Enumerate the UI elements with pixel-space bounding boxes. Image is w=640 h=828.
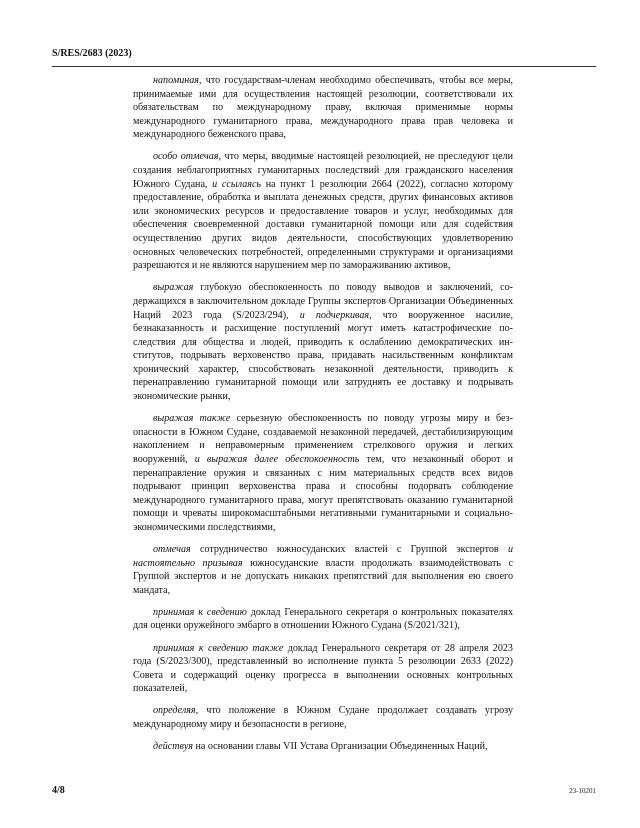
operative-keyword: действуя — [153, 741, 193, 753]
operative-keyword: и подчеркивая — [299, 309, 370, 321]
paragraph-text: серьезную обеспокоенность по поводу угрозы миру и безопасности в Южном Судане, создаваемой незаконной передачей, дестабилизирующим накоплением и неправомерным применением стрелкового оружия и легких вооружений, — [133, 413, 513, 465]
operative-keyword: напоминая — [153, 75, 199, 86]
header-divider — [52, 66, 596, 67]
paragraph-text: тем, что незаконный оборот и перенаправление оружия и связанных с ним материальных средств всех видов подрывают принцип верховенства права и способны подорвать соблюдение международного гуманитарного права, могут препятствовать оказанию гуманитарной помощи и чреваты широкомасштабными негативными гуманитарными и социально-экономическими последствиями, — [133, 453, 514, 533]
operative-keyword: и настоятельно призывая — [133, 544, 513, 569]
paragraph-text: , что государствам-членам необходимо обеспечивать, чтобы все меры, принимаемые ими для осуществления настоящей резолюции, соответствовали их обязательствам по международному праву, включая применимые нормы международного гуманитарного права, международного права прав человека и международного беженского права, — [133, 75, 513, 141]
paragraph-text: , что положение в Южном Судане продолжает создавать угрозу международному миру и безопасности в регионе, — [133, 705, 513, 731]
paragraph-text: на пункт 1 резолюции 2664 (2022), согласно которому предоставление, обработка и выплата денежных средств, других финансовых активов или экономических ресурсов и предоставление товаров и услуг, необходимых для обеспечения своевременной доставки гуманитарной помощи или для содействия осуществлению других видов деятельности, способствующих удовлетворению основных человеческих потребностей, определенными структурами и организациями разрешаются и не являются нарушением мер по замораживанию активов, — [133, 178, 513, 272]
preamble-paragraph — [133, 412, 513, 534]
preamble-paragraph — [133, 740, 513, 754]
document-symbol: S/RES/2683 (2023) — [52, 48, 132, 59]
paragraph-text: южносуданские власти продолжать взаимодействовать с Группой экспертов и не допускать никаких препятствий для выполнения ею своего мандата, — [133, 557, 513, 596]
preamble-paragraph — [133, 642, 513, 696]
operative-keyword: выражая также — [153, 413, 231, 425]
preamble-paragraph — [133, 74, 513, 142]
paragraph-text: , что меры, вводимые настоящей резолюцией, не преследуют цели создания неблагоприятных гуманитарных последствий для гражданского населения Южного Судана, — [133, 151, 513, 190]
resolution-preamble — [133, 74, 513, 762]
preamble-paragraph — [133, 543, 513, 597]
paragraph-text: доклад Генерального секретаря от 28 апреля 2023 года (S/2023/300), представленный во исполнение пункта 5 резолюции 2633 (2022) Совета и содержащий оценку прогресса в выполнении основных контрольных показателей, — [133, 642, 513, 695]
operative-keyword: принимая к сведению — [153, 606, 247, 618]
operative-keyword: и ссылаясь — [212, 178, 262, 190]
paragraph-text: , что вооруженное насилие, безнаказанность и расхищение поступлений могут иметь катастрофические последствия для общества и людей, приводить к ослаблению демократических институтов, подрывать верховенство права, придавать насильственным конфликтам хронический характер, способствовать незаконной деятельности, приводить к перенаправлению гуманитарной помощи или затруднять ее доставку и подрывать экономические рынки, — [133, 309, 513, 403]
paragraph-text: доклад Генерального секретаря о контрольных показателях для оценки оружейного эмбарго в отношении Южного Судана (S/2021/321), — [133, 606, 513, 632]
preamble-paragraph — [133, 281, 513, 403]
preamble-paragraph — [133, 704, 513, 731]
preamble-paragraph — [133, 150, 513, 272]
operative-keyword: принимая к сведению также — [153, 642, 284, 654]
preamble-paragraph — [133, 606, 513, 633]
paragraph-text: глубокую обеспокоенность по поводу выводов и заключений, содержащихся в заключительном докладе Группы экспертов Организации Объединенных Наций 2023 года (S/2023/294), — [133, 282, 513, 321]
document-job-number: 23-10201 — [569, 787, 596, 795]
page-number: 4/8 — [52, 785, 65, 796]
operative-keyword: определяя — [153, 705, 196, 717]
operative-keyword: особо отмечая — [153, 151, 219, 163]
paragraph-text: на основании главы VII Устава Организации Объединенных Наций, — [192, 741, 488, 753]
operative-keyword: отмечая — [153, 544, 191, 555]
operative-keyword: выражая — [153, 282, 194, 294]
operative-keyword: и выражая далее обеспокоенность — [194, 453, 360, 465]
paragraph-text: сотрудничество южносуданских властей с Группой экспертов — [190, 544, 508, 555]
